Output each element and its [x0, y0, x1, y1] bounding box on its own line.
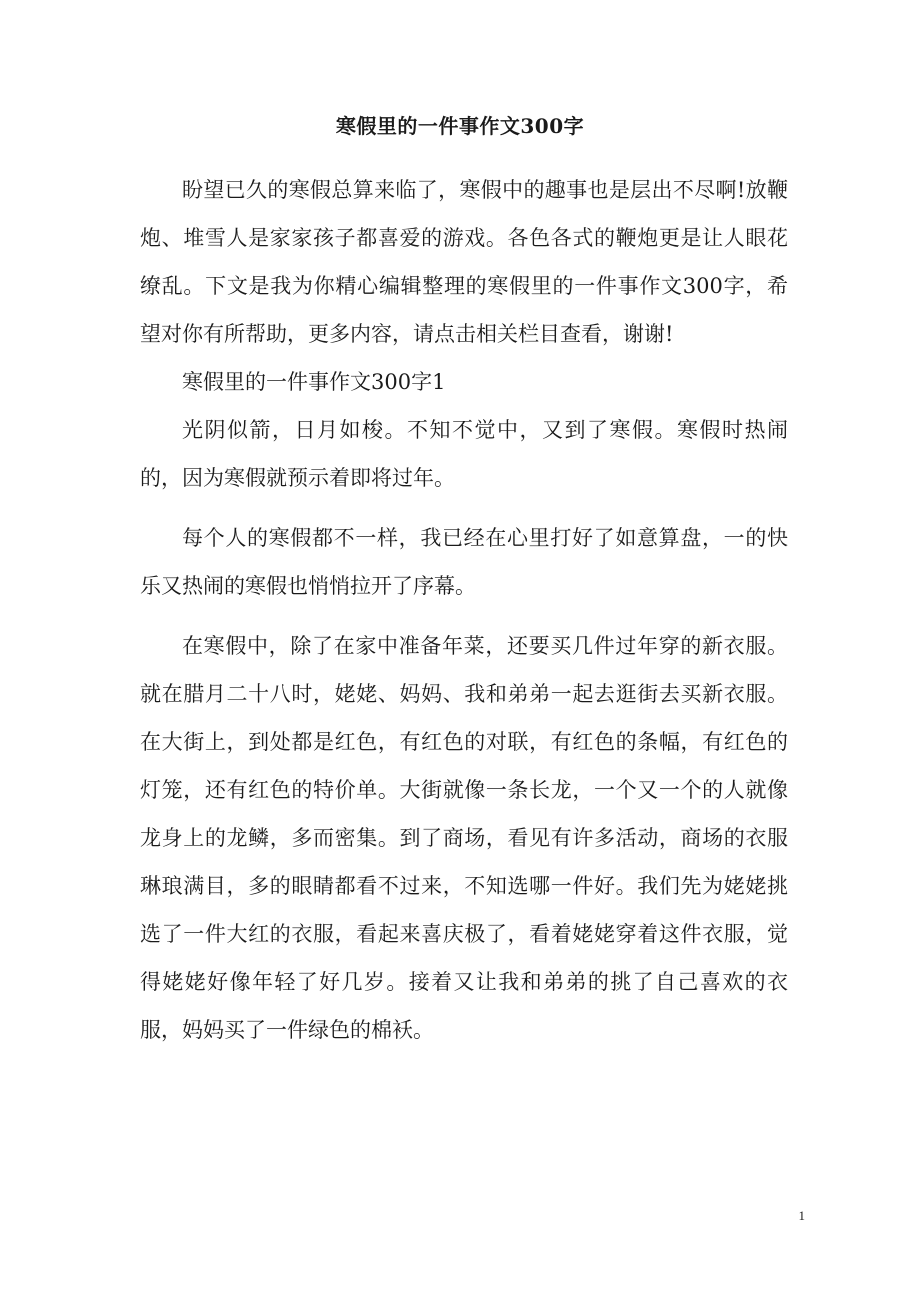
- document-body: [140, 166, 788, 1054]
- page-number: 1: [798, 1208, 805, 1223]
- body-paragraph: 光阴似箭，日月如梭。不知不觉中，又到了寒假。寒假时热闹的，因为寒假就预示着即将过年。: [140, 418, 788, 490]
- intro-paragraph: 盼望已久的寒假总算来临了，寒假中的趣事也是层出不尽啊!放鞭炮、堆雪人是家家孩子都喜爱的游戏。各色各式的鞭炮更是让人眼花缭乱。下文是我为你精心编辑整理的寒假里的一件事作文300字，希望对你有所帮助，更多内容，请点击相关栏目查看，谢谢!: [140, 178, 788, 346]
- body-paragraph: 每个人的寒假都不一样，我已经在心里打好了如意算盘，一的快乐又热闹的寒假也悄悄拉开了序幕。: [140, 526, 788, 598]
- document-title: 寒假里的一件事作文300字: [335, 114, 585, 138]
- body-paragraph: 在寒假中，除了在家中准备年菜，还要买几件过年穿的新衣服。就在腊月二十八时，姥姥、妈妈、我和弟弟一起去逛街去买新衣服。在大街上，到处都是红色，有红色的对联，有红色的条幅，有红色的灯笼，还有红色的特价单。大街就像一条长龙，一个又一个的人就像龙身上的龙鳞，多而密集。到了商场，看见有许多活动，商场的衣服琳琅满目，多的眼睛都看不过来，不知选哪一件好。我们先为姥姥挑选了一件大红的衣服，看起来喜庆极了，看着姥姥穿着这件衣服，觉得姥姥好像年轻了好几岁。接着又让我和弟弟的挑了自己喜欢的衣服，妈妈买了一件绿色的棉袄。: [140, 634, 788, 1042]
- section-heading: 寒假里的一件事作文300字1: [182, 370, 446, 394]
